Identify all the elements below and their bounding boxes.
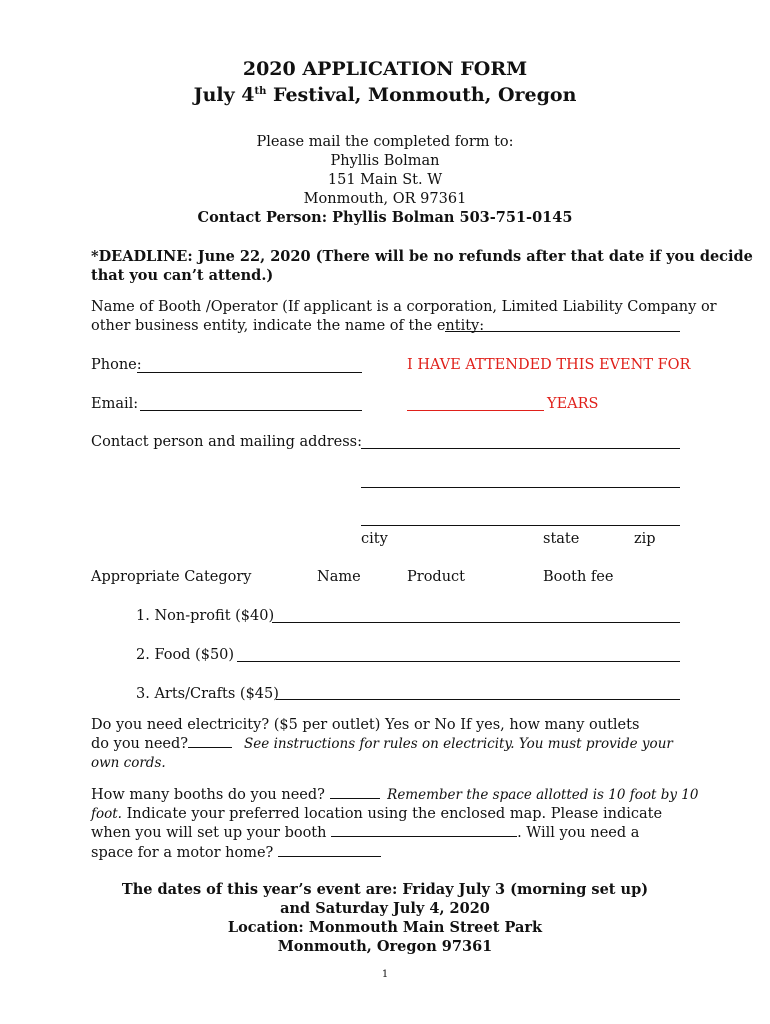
form-title: 2020 APPLICATION FORM: [242, 58, 528, 80]
booths-line4: [91, 844, 381, 862]
contact-person: Contact Person: Phyllis Bolman 503-751-0145: [197, 209, 573, 226]
booth-name-field[interactable]: [445, 331, 680, 332]
booths-question: How many booths do you need?: [91, 787, 325, 803]
motorhome-lead: . Will you need a: [517, 825, 640, 841]
booths-note-cont: foot.: [91, 806, 122, 822]
arts-field[interactable]: [276, 699, 680, 700]
address-line3-field[interactable]: [361, 525, 680, 526]
event-title: [0, 83, 770, 107]
booths-line3: [91, 824, 639, 842]
booths-line2: [91, 805, 662, 823]
electricity-note-cont: own cords.: [91, 755, 166, 771]
setup-label: when you will set up your booth: [91, 825, 327, 841]
deadline-line1: *DEADLINE: June 22, 2020 (There will be no refunds after that date if you decide: [91, 248, 753, 265]
attended-label: I HAVE ATTENDED THIS EVENT FOR: [407, 357, 691, 373]
booths-note: Remember the space allotted is 10 foot by 10: [387, 787, 699, 803]
years-field[interactable]: [407, 410, 544, 411]
event-title-sup: th: [254, 86, 267, 97]
electricity-count-line: [91, 735, 673, 753]
food-field[interactable]: [237, 661, 680, 662]
mail-name: Phyllis Bolman: [330, 153, 440, 169]
booths-count-field[interactable]: [330, 786, 380, 799]
location-city-line: Monmouth, Oregon 97361: [277, 938, 493, 955]
booths-line1: [91, 786, 698, 804]
booths-location-text: Indicate your preferred location using the enclosed map. Please indicate: [126, 806, 663, 822]
motorhome-label: space for a motor home?: [91, 845, 274, 861]
booth-name-line1: Name of Booth /Operator (If applicant is a corporation, Limited Liability Company or: [91, 299, 717, 315]
email-field[interactable]: [140, 410, 362, 411]
motorhome-field[interactable]: [278, 844, 381, 857]
category-header: Appropriate Category: [91, 569, 252, 585]
category-col-name: Name: [317, 569, 361, 585]
contact-address-label: Contact person and mailing address:: [91, 434, 363, 450]
dates-line2: and Saturday July 4, 2020: [280, 900, 490, 917]
address-line1-field[interactable]: [361, 448, 680, 449]
phone-label: Phone:: [91, 357, 142, 373]
location-line: Location: Monmouth Main Street Park: [227, 919, 543, 936]
zip-label: zip: [634, 531, 656, 547]
page-number: 1: [381, 969, 389, 980]
setup-time-field[interactable]: [331, 824, 517, 837]
category-item-arts: 3. Arts/Crafts ($45): [136, 686, 279, 702]
city-label: city: [361, 531, 388, 547]
deadline-line2: that you can’t attend.): [91, 267, 274, 284]
electricity-question: Do you need electricity? ($5 per outlet) Yes or No If yes, how many outlets: [91, 717, 640, 733]
outlets-field[interactable]: [188, 735, 232, 748]
state-label: state: [543, 531, 580, 547]
category-item-food: 2. Food ($50): [136, 647, 235, 663]
mail-intro: Please mail the completed form to:: [256, 134, 514, 150]
category-item-nonprofit: 1. Non-profit ($40): [136, 608, 275, 624]
event-title-prefix: July 4: [193, 84, 255, 106]
electricity-note: See instructions for rules on electricity. You must provide your: [244, 736, 673, 752]
mail-city: Monmouth, OR 97361: [303, 191, 467, 207]
address-line2-field[interactable]: [361, 487, 680, 488]
category-col-fee: Booth fee: [543, 569, 614, 585]
electricity-count-label: do you need?: [91, 736, 189, 752]
years-label: YEARS: [547, 396, 599, 412]
category-col-product: Product: [407, 569, 465, 585]
event-title-suffix: Festival, Monmouth, Oregon: [266, 84, 577, 106]
mail-street: 151 Main St. W: [327, 172, 443, 188]
nonprofit-field[interactable]: [272, 622, 680, 623]
email-label: Email:: [91, 396, 139, 412]
phone-field[interactable]: [137, 372, 362, 373]
booth-name-line2: other business entity, indicate the name of the entity:: [91, 318, 485, 334]
dates-line1: The dates of this year’s event are: Friday July 3 (morning set up): [121, 881, 649, 898]
